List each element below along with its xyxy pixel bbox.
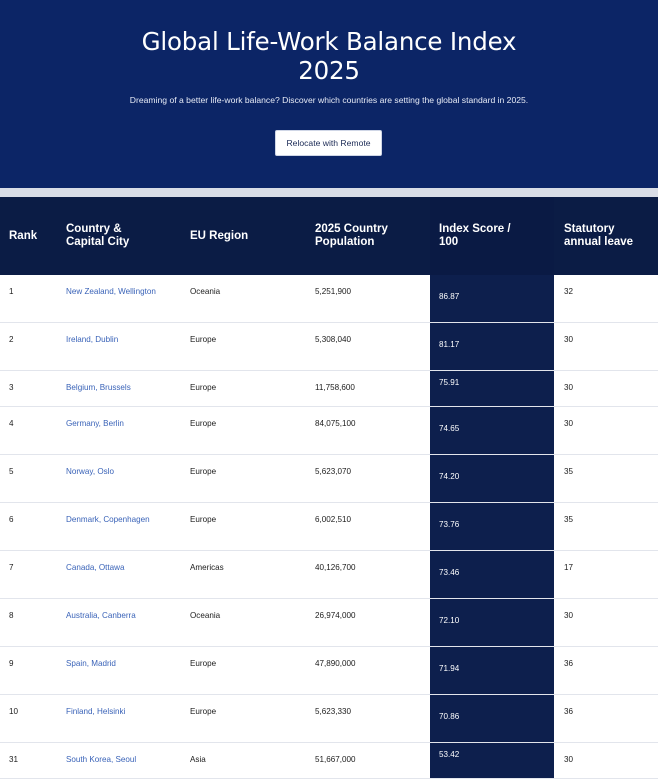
population-cell: 5,308,040 — [315, 335, 352, 344]
rank-cell: 7 — [9, 563, 14, 572]
index-score-cell: 75.91 — [439, 378, 460, 387]
index-score-cell: 81.17 — [439, 340, 460, 349]
country-link[interactable]: Norway, Oslo — [66, 467, 114, 476]
hero-subtitle: Dreaming of a better life-work balance? Discover which countries are setting the global standard in 2025. — [129, 95, 529, 105]
region-cell: Oceania — [190, 611, 221, 620]
page-title-line-1: Global Life-Work Balance Index — [141, 27, 517, 56]
table-body — [0, 275, 658, 779]
header-country — [66, 197, 186, 275]
page-title — [0, 27, 658, 85]
country-link[interactable]: Ireland, Dublin — [66, 335, 119, 344]
rank-cell: 9 — [9, 659, 14, 668]
header-index-score-label — [439, 223, 511, 249]
population-cell: 5,623,070 — [315, 467, 352, 476]
annual-leave-cell: 30 — [564, 419, 574, 428]
header-country-line-2: Capital City — [66, 236, 130, 248]
population-cell: 5,623,330 — [315, 707, 352, 716]
rank-cell: 8 — [9, 611, 14, 620]
rank-cell: 31 — [9, 755, 19, 764]
index-score-cell: 73.46 — [439, 568, 460, 577]
header-annual-leave — [564, 197, 658, 275]
country-link[interactable]: Spain, Madrid — [66, 659, 116, 668]
header-population-line-2: Population — [315, 236, 375, 248]
table-row — [0, 599, 658, 647]
annual-leave-cell: 30 — [564, 755, 574, 764]
population-cell: 6,002,510 — [315, 515, 352, 524]
table-row — [0, 551, 658, 599]
population-cell: 40,126,700 — [315, 563, 356, 572]
annual-leave-cell: 17 — [564, 563, 574, 572]
header-score-line-1: Index Score / — [439, 223, 511, 235]
annual-leave-cell: 32 — [564, 287, 574, 296]
header-region-label: EU Region — [190, 229, 249, 242]
region-cell: Oceania — [190, 287, 221, 296]
population-cell: 5,251,900 — [315, 287, 352, 296]
rank-cell: 1 — [9, 287, 14, 296]
country-link[interactable]: Denmark, Copenhagen — [66, 515, 150, 524]
header-leave-line-2: annual leave — [564, 236, 634, 248]
table-row — [0, 323, 658, 371]
region-cell: Europe — [190, 659, 217, 668]
header-country-label — [66, 223, 129, 249]
annual-leave-cell: 35 — [564, 515, 574, 524]
header-leave-line-1: Statutory — [564, 223, 615, 235]
table-row — [0, 455, 658, 503]
region-cell: Europe — [190, 419, 217, 428]
region-cell: Europe — [190, 515, 217, 524]
rank-cell: 2 — [9, 335, 14, 344]
region-cell: Americas — [190, 563, 224, 572]
index-score-cell: 72.10 — [439, 616, 460, 625]
header-rank-label: Rank — [9, 229, 38, 242]
table-row — [0, 695, 658, 743]
annual-leave-cell: 30 — [564, 611, 574, 620]
country-link[interactable]: Belgium, Brussels — [66, 383, 131, 392]
country-link[interactable]: New Zealand, Wellington — [66, 287, 156, 296]
section-divider — [0, 188, 658, 197]
region-cell: Europe — [190, 467, 217, 476]
country-link[interactable]: Germany, Berlin — [66, 419, 124, 428]
country-link[interactable]: Finland, Helsinki — [66, 707, 126, 716]
population-cell: 26,974,000 — [315, 611, 356, 620]
rank-cell: 4 — [9, 419, 14, 428]
annual-leave-cell: 35 — [564, 467, 574, 476]
region-cell: Europe — [190, 707, 217, 716]
index-score-cell: 71.94 — [439, 664, 460, 673]
region-cell: Europe — [190, 383, 217, 392]
index-score-cell: 86.87 — [439, 292, 460, 301]
hero-banner — [0, 0, 658, 188]
header-population-label — [315, 223, 388, 249]
header-rank — [9, 197, 59, 275]
rank-cell: 5 — [9, 467, 14, 476]
table-row — [0, 503, 658, 551]
population-cell: 47,890,000 — [315, 659, 356, 668]
index-score-cell: 73.76 — [439, 520, 460, 529]
index-score-cell: 74.20 — [439, 472, 460, 481]
region-cell: Europe — [190, 335, 217, 344]
header-region — [190, 197, 310, 275]
population-cell: 51,667,000 — [315, 755, 356, 764]
rank-cell: 3 — [9, 383, 14, 392]
region-cell: Asia — [190, 755, 206, 764]
table-row — [0, 371, 658, 407]
table-header — [0, 197, 658, 275]
population-cell: 11,758,600 — [315, 383, 355, 392]
index-score-cell: 70.86 — [439, 712, 460, 721]
relocate-with-remote-button[interactable]: Relocate with Remote — [275, 130, 382, 156]
country-link[interactable]: Australia, Canberra — [66, 611, 136, 620]
header-score-line-2: 100 — [439, 236, 459, 248]
table-row — [0, 743, 658, 779]
population-cell: 84,075,100 — [315, 419, 356, 428]
country-link[interactable]: Canada, Ottawa — [66, 563, 125, 572]
annual-leave-cell: 36 — [564, 707, 574, 716]
index-score-cell: 74.65 — [439, 424, 460, 433]
rank-cell: 6 — [9, 515, 14, 524]
table-row — [0, 407, 658, 455]
page-title-line-2: 2025 — [298, 56, 360, 85]
annual-leave-cell: 30 — [564, 383, 574, 392]
header-country-line-1: Country & — [66, 223, 122, 235]
header-population — [315, 197, 427, 275]
header-annual-leave-label — [564, 223, 633, 249]
header-index-score — [430, 197, 554, 275]
table-row — [0, 647, 658, 695]
annual-leave-cell: 36 — [564, 659, 574, 668]
country-link[interactable]: South Korea, Seoul — [66, 755, 137, 764]
header-population-line-1: 2025 Country — [315, 223, 388, 235]
index-score-cell: 53.42 — [439, 750, 460, 759]
annual-leave-cell: 30 — [564, 335, 574, 344]
table-row — [0, 275, 658, 323]
rank-cell: 10 — [9, 707, 19, 716]
